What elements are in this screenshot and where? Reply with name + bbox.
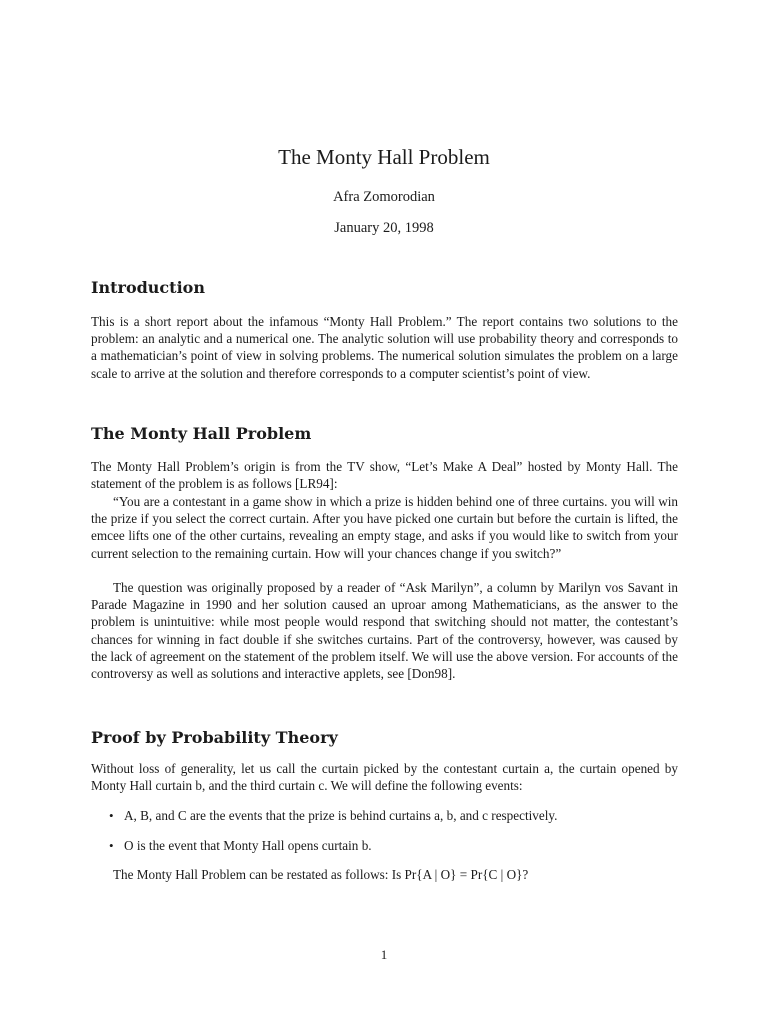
restatement-paragraph: The Monty Hall Problem can be restated as follows: Is Pr{A | O} = Pr{C | O}?	[113, 867, 529, 882]
proof-paragraph: Without loss of generality, let us call the curtain picked by the contestant curtain a, the curtain opened by Monty Hall curtain b, and the third curtain c. We will define the following events:	[91, 761, 678, 794]
list-item-text: O is the event that Monty Hall opens curtain b.	[124, 838, 372, 853]
page-number: 1	[380, 947, 388, 962]
paper-author: Afra Zomorodian	[333, 189, 435, 205]
section-heading-monty-hall: The Monty Hall Problem	[91, 424, 312, 443]
bullet-icon: •	[109, 808, 114, 823]
monty-hall-paragraph-2: The question was originally proposed by a reader of “Ask Marilyn”, a column by Marilyn vos Savant in Parade Magazine in 1990 and her solution caused an uproar among Mathematicians, as the answer to the problem is unintuitive: while most people would respond that switching should not matter, the contestant’s chances for winning in fact double if she switches curtains. Part of the controversy, however, was caused by the lack of agreement on the statement of the problem itself. We will use the above version. For accounts of the controversy as well as solutions and interactive applets, see [Don98].	[91, 580, 678, 682]
bullet-icon: •	[109, 838, 114, 853]
paper-date: January 20, 1998	[334, 220, 434, 236]
monty-hall-quote: “You are a contestant in a game show in which a prize is hidden behind one of three curtains. you will win the prize if you select the correct curtain. After you have picked one curtain but before the curtain is lifted, the emcee lifts one of the other curtains, revealing an empty stage, and asks if you would like to switch from your current selection to the remaining curtain. How will your chances change if you switch?”	[91, 494, 678, 561]
introduction-paragraph: This is a short report about the infamous “Monty Hall Problem.” The report contains two solutions to the problem: an analytic and a numerical one. The analytic solution will use probability theory and corresponds to a mathematician’s point of view in solving problems. The numerical solution simulates the problem on a large scale to arrive at the solution and therefore corresponds to a computer scientist’s point of view.	[91, 314, 678, 381]
monty-hall-paragraph-1: The Monty Hall Problem’s origin is from the TV show, “Let’s Make A Deal” hosted by Monty Hall. The statement of the problem is as follows [LR94]:	[91, 459, 678, 492]
paper-title: The Monty Hall Problem	[278, 145, 490, 169]
list-item-text: A, B, and C are the events that the prize is behind curtains a, b, and c respectively.	[124, 808, 558, 823]
section-heading-introduction: Introduction	[91, 278, 205, 297]
list-item	[91, 807, 678, 825]
section-heading-proof: Proof by Probability Theory	[91, 728, 338, 747]
list-item	[91, 837, 678, 855]
